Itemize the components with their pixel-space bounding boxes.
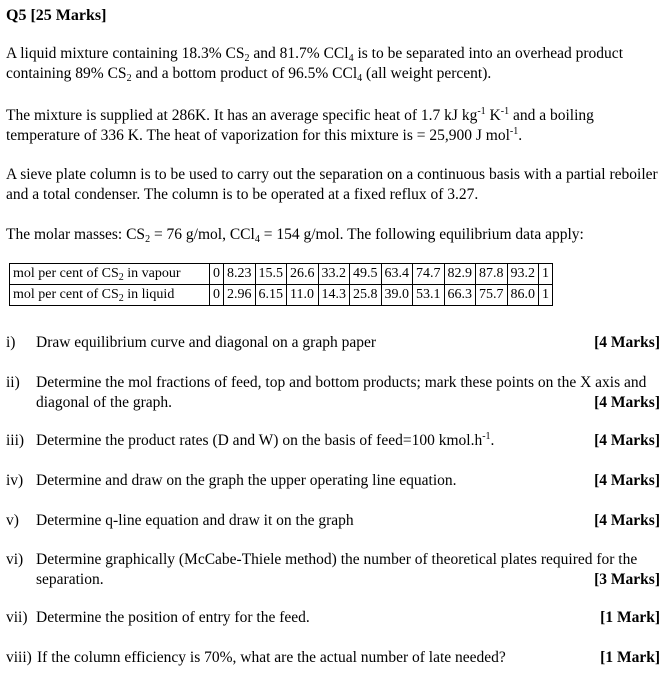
question-number: iii)	[6, 432, 25, 449]
sub-2: 2	[118, 272, 124, 283]
table-cell: 0	[210, 285, 224, 306]
question-marks: [4 Marks]	[594, 512, 660, 529]
question-text: Determine graphically (McCabe-Thiele method) the number of theoretical plates required for the separation.	[36, 551, 638, 588]
table-cell: 2.96	[224, 285, 256, 306]
label-text: mol per cent of CS	[13, 266, 119, 281]
sup-neg1: -1	[477, 106, 486, 117]
table-cell: 93.2	[507, 264, 539, 285]
table-cell: 33.2	[318, 264, 350, 285]
table-cell: 0	[210, 264, 224, 285]
row-label-vapour	[10, 264, 210, 285]
p1-text-b: and 81.7% CCl	[249, 45, 349, 62]
table-cell: 75.7	[476, 285, 508, 306]
paragraph-column: A sieve plate column is to be used to carry out the separation on a continuous basis with a partial reboiler and a total condenser. The column is to be operated at a fixed reflux of 3.27.	[6, 166, 658, 203]
question-text: If the column efficiency is 70%, what are the actual number of late needed?	[37, 649, 506, 666]
question-text: Determine the product rates (D and W) on the basis of feed=100 $kmol.h^{-1}$.	[36, 431, 495, 449]
question-marks: [4 Marks]	[594, 432, 660, 449]
table-cell: 53.1	[413, 285, 445, 306]
question-title: Q5 [25 Marks]	[6, 7, 107, 24]
p1-text-a: A liquid mixture containing 18.3% CS	[6, 45, 245, 62]
table-cell: 11.0	[287, 285, 319, 306]
question-number: vii)	[6, 609, 28, 626]
question-marks: [1 Mark]	[600, 609, 660, 626]
question-text: Draw equilibrium curve and diagonal on a graph paper	[36, 334, 377, 351]
question-marks: [1 Mark]	[600, 649, 660, 666]
paragraph-feed-conditions	[6, 106, 662, 146]
paragraph-molar-masses	[6, 225, 662, 245]
sub-2: 2	[244, 53, 250, 64]
sub-2: 2	[145, 234, 151, 245]
table-cell: 86.0	[507, 285, 539, 306]
question-marks: [3 Marks]	[594, 571, 660, 588]
table-cell: 15.5	[255, 264, 287, 285]
question-number: viii)	[6, 649, 32, 666]
p2-text-c: and a boiling temperature of 336 K. The heat of vaporization for this mixture is = 25,900 J mol	[6, 107, 594, 144]
sub-2: 2	[118, 293, 124, 304]
question-number: ii)	[6, 374, 20, 391]
p4-text-a: The molar masses: CS	[6, 226, 146, 243]
paragraph-mixture	[6, 44, 662, 84]
table-cell: 82.9	[444, 264, 476, 285]
p1-text-e: (all weight percent).	[362, 65, 492, 82]
table-cell: 25.8	[350, 285, 382, 306]
question-text: Determine the position of entry for the feed.	[36, 609, 310, 626]
question-text: Determine the mol fractions of feed, top and bottom products; mark these points on the X axis and diagonal of the graph.	[36, 374, 647, 411]
row-label-liquid	[10, 285, 210, 306]
p1-text-c: is to be separated into an overhead product containing 89% CS	[6, 45, 623, 82]
table-cell: 39.0	[381, 285, 413, 306]
question-text: Determine q-line equation and draw it on the graph	[36, 512, 354, 529]
question-number: iv)	[6, 472, 24, 489]
table-cell: 49.5	[350, 264, 382, 285]
label-text: in vapour	[123, 266, 181, 281]
table-row-vapour	[10, 264, 553, 285]
question-text-main: Determine the product rates (D and W) on the basis of feed=100 kmol.h	[36, 432, 483, 449]
question-marks: [4 Marks]	[594, 472, 660, 489]
table-cell: 1	[539, 264, 553, 285]
table-cell: 87.8	[476, 264, 508, 285]
sub-2: 2	[126, 73, 132, 84]
question-marks: [4 Marks]	[594, 394, 660, 411]
p4-text-b: = 76 g/mol, CCl	[150, 226, 255, 243]
question-marks: [4 Marks]	[594, 334, 660, 351]
table-cell: 74.7	[413, 264, 445, 285]
question-text: Determine and draw on the graph the upper operating line equation.	[36, 472, 457, 489]
p2-text-b: K	[485, 107, 501, 124]
table-cell: 66.3	[444, 285, 476, 306]
table-cell: 6.15	[255, 285, 287, 306]
table-cell: 14.3	[318, 285, 350, 306]
p4-text-c: = 154 g/mol. The following equilibrium data apply:	[259, 226, 584, 243]
p2-text-d: .	[518, 127, 523, 144]
sub-4: 4	[348, 53, 354, 64]
sub-4: 4	[357, 73, 363, 84]
sub-4: 4	[254, 234, 260, 245]
sup-neg1: -1	[500, 106, 510, 117]
sup-neg1: -1	[482, 431, 491, 442]
question-number: i)	[6, 334, 16, 351]
table-row-liquid	[10, 285, 553, 306]
table-cell: 63.4	[381, 264, 413, 285]
p1-text-d: and a bottom product of 96.5% CCl	[131, 65, 358, 82]
question-number: v)	[6, 512, 19, 529]
table-cell: 1	[539, 285, 553, 306]
equilibrium-table	[9, 263, 553, 306]
label-text: in liquid	[123, 287, 175, 302]
table-cell: 8.23	[224, 264, 256, 285]
sup-neg1: -1	[509, 126, 519, 137]
p2-text-a: The mixture is supplied at 286K. It has an average specific heat of 1.7 kJ kg	[6, 107, 478, 124]
table-cell: 26.6	[287, 264, 319, 285]
question-number: vi)	[6, 551, 24, 568]
label-text: mol per cent of CS	[13, 287, 119, 302]
